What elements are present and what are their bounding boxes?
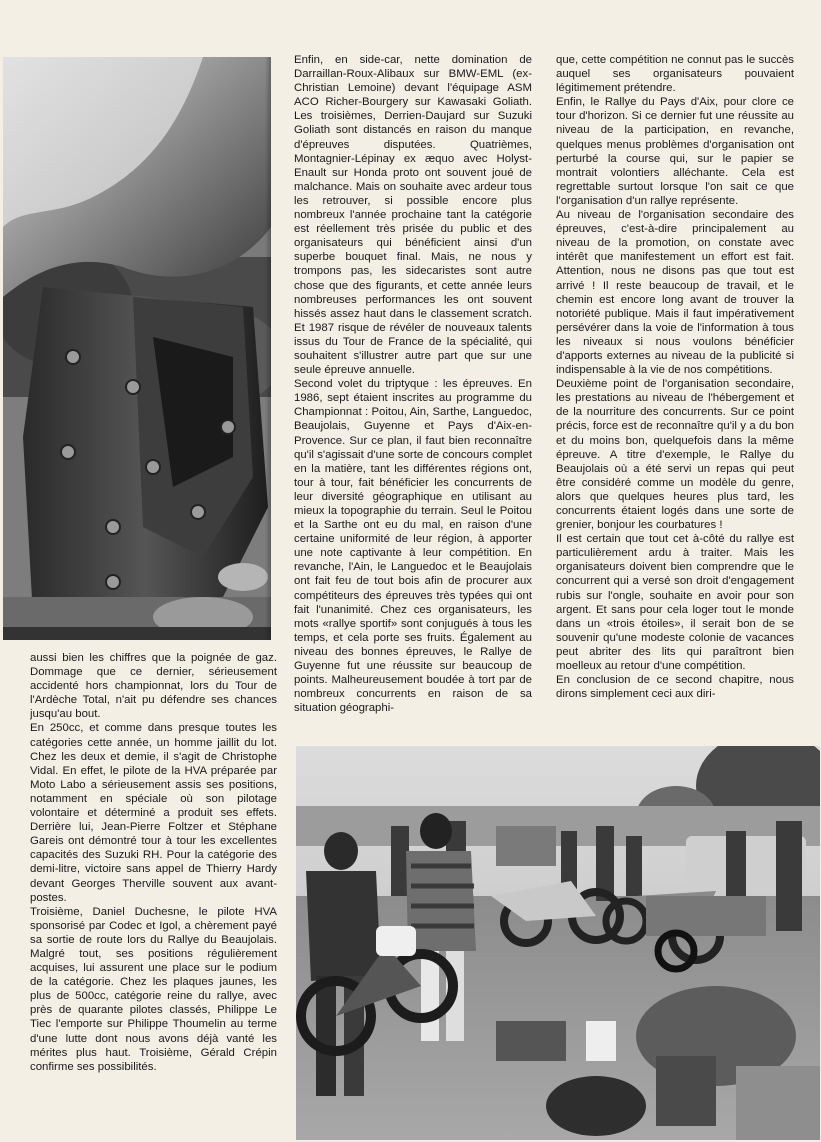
photo-edge-shadow <box>265 57 271 640</box>
column-2-paragraph: Enfin, en side-car, nette domination de Darraillan-Roux-Alibaux sur BMW-EML (ex-Christian Lemoine) devant l'équipage ASM ACO Richer-Bourgery sur Kawasaki Goliath. Les troisièmes, Derrien-Daujard sur Suzuki Goliath sont distancés en raison du manque d'épreuves disputées. Quatrièmes, Montagnier-Lépinay ex æquo avec Holyst-Enault sur Honda proto ont souvent joué de malchance. Mais on souhaite avec ardeur tous les retrouver, si possible encore plus nombreux l'année prochaine tant la catégorie est réellement très prisée du public et des organisateurs qui bénéficient ainsi d'un superbe bouquet final. Mais, ne nous y trompons pas, les sidecaristes sont autre chose que des figurants, et cette année leurs nombreuses performances les ont souvent hissés assez haut dans le classement scratch. Et 1987 risque de révéler de nouveaux talents issus du Tour de France de la spécialité, qui souhaitent s'illustrer autre part que sur une seule épreuve annuelle. <box>294 54 532 377</box>
column-1-paragraph: Troisième, Daniel Duchesne, le pilote HVA sponsorisé par Codec et Igol, a chèrement payé sa sortie de route lors du Rallye du Beaujolais. Malgré tout, ses positions régulièrement acquises, lui assurent une place sur le podium de la catégorie. Chez les plaques jaunes, les plus de 500cc, catégorie reine du rallye, avec près de quarante pilotes classés, Philippe Le Tiec l'emporte sur Philippe Thoumelin au terme d'une lutte dont nous avons déjà vanté les mérites plus haut. Troisième, Gérald Crépin confirme ses possibilités. <box>30 905 277 1073</box>
column-3-paragraph: Enfin, le Rallye du Pays d'Aix, pour clore ce tour d'horizon. Si ce dernier fut une réussite au niveau de la participation, en revanche, quelques menus problèmes d'organisation ont perturbé la course qui, sur le papier se montrait volontiers alléchante. Cela est regrettable surtout lorsque l'on sait ce que l'organisation d'un rallye représente. <box>556 96 794 207</box>
article-column-2 <box>294 53 532 733</box>
paddock-photo <box>296 746 820 1140</box>
article-column-1 <box>30 651 277 1091</box>
column-3-paragraph: Deuxième point de l'organisation secondaire, les prestations au niveau de l'hébergement et de la nourriture des concurrents. Sur ce point précis, force est de reconnaître qu'il y a du bon et du moins bon, quelquefois dans la même épreuve. A titre d'exemple, le Rallye du Beaujolais où a été servi un repas qui peut être considéré comme un modèle du genre, alors que quelques heures plus tard, les concurrents étaient logés dans une sorte de grenier, bonjour les courbatures ! <box>556 378 794 532</box>
column-3-paragraph: que, cette compétition ne connut pas le succès auquel ses organisateurs pouvaient légitimement prétendre. <box>556 54 794 95</box>
column-3-paragraph: Au niveau de l'organisation secondaire des épreuves, c'est-à-dire principalement au niveau de la promotion, on constate avec intérêt que manifestement un effort est fait. Attention, nous ne disons pas que tout est arrivé ! Il reste beaucoup de travail, et le chemin est encore long avant de trouver la notoriété publique. Mais il faut impérativement persévérer dans la voie de l'information à tous les niveaux si nous voulons bénéficier d'apports externes au niveau de la publicité si indispensable à la vie de nos compétitions. <box>556 209 794 377</box>
paddock-image <box>296 746 820 1140</box>
column-3-paragraph: En conclusion de ce second chapitre, nous dirons simplement ceci aux diri- <box>556 674 794 701</box>
article-column-3 <box>556 53 794 743</box>
column-1-paragraph: aussi bien les chiffres que la poignée de gaz. Dommage que ce dernier, sérieusement accidenté hors championnat, lors du Tour de l'Ardèche Total, n'ait pu défendre ses chances jusqu'au bout. <box>30 652 277 721</box>
machine-closeup-photo <box>3 57 271 640</box>
column-2-paragraph: Second volet du triptyque : les épreuves. En 1986, sept étaient inscrites au programme du Championnat : Poitou, Ain, Sarthe, Languedoc, Beaujolais, Guyenne et Pays d'Aix-en-Provence. Sur ce plan, il faut bien reconnaître qu'il s'agissait d'une sorte de concours complet en la matière, tant les différentes régions ont, tour à tour, fait bénéficier les concurrents de leur diversité géographique en utilisant au mieux la topographie du terrain. Seul le Poitou et la Sarthe ont eu du mal, en raison d'une certaine uniformité de leur région, à apporter une note captivante à leur compétition. En revanche, l'Ain, le Languedoc et le Beaujolais ont fait feu de tout bois afin de procurer aux compétiteurs des épreuves très typées qui ont fait l'unanimité. Chez ces organisateurs, les mots «rallye sportif» sont conjugués à tous les temps, et cela porte ses fruits. Également au niveau des bonnes épreuves, le Rallye de Guyenne fut une réussite sur beaucoup de points. Malheureusement boudée à tort par de nombreux concurrents en raison de sa situation géographi- <box>294 378 532 715</box>
column-3-paragraph: Il est certain que tout cet à-côté du rallye est particulièrement ardu à traiter. Mais les organisateurs doivent bien comprendre que le concurrent qui a versé son droit d'engagement rubis sur l'ongle, souhaite en avoir pour son argent. Et sans pour cela loger tout le monde dans un «trois étoiles», il serait bon de se souvenir qu'une modeste colonie de vacances peut abriter des lits qui paraîtront bien moelleux au retour d'une compétition. <box>556 533 794 673</box>
column-1-paragraph: En 250cc, et comme dans presque toutes les catégories cette année, un homme jaillit du lot. Chez les deux et demie, il s'agit de Christophe Vidal. En effet, le pilote de la HVA préparée par Moto Labo a sérieusement assis ses positions, notamment en spéciale où son pilotage volontaire et déterminé a produit ses effets. Derrière lui, Jean-Pierre Foltzer et Stéphane Gareis ont démontré tour à tour les excellentes capacités des Suzuki RH. Pour la catégorie des demi-litre, victoire sans appel de Thierry Hardy devant Georges Therville souvent aux avant-postes. <box>30 722 277 904</box>
machine-closeup-image <box>3 57 271 640</box>
